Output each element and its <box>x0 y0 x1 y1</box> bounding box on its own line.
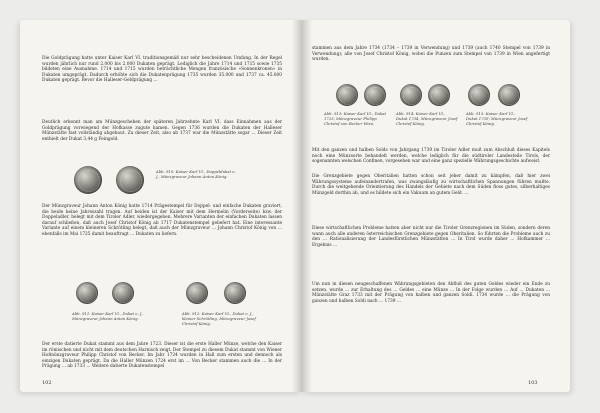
caption-abb-912: Abb. 912: Kaiser Karl VI., Dukat o. J., kleiner Schrötling, Münzgraveur Josef Christof König. <box>182 311 256 326</box>
caption-abb-913: Abb. 913: Kaiser Karl VI., Dukat 1723, Münzgraveur Philipp Christof von Becker Wien. <box>324 111 387 126</box>
coin-image <box>224 282 246 304</box>
left-page <box>20 20 302 392</box>
right-para-5: Um nun in diesen neugeschaffenen Währungsgebieten den Abfluß des guten Geldes wieder ein Ende zu setzen, wurde ... zur Erhaltung des ... Geldes ... eine Münze ... In der Folge wurden ... Auf ... Dukaten ... Münzstätte Graz 1733 mit der Prägung von halben und ganzen Soldi. 1734 wurde ... die Prägung von ganzen und halben Soldi nach ... 1739 ... <box>312 282 550 304</box>
left-para-2: Deutlich erkennt man am Münzgeschehen der späteren Jahrzehnte Karl VI. dass Einnahmen aus der Goldprägung vorwiegend der Hofkasse zugute kamen. Gegen 1736 wurden die Dukaten der Halleser Münzstätte fast vollständig abgebaut. Zu dieser Zeit, also ab 1737 war die Münzstätte sogar ... Dieser Zeit enthielt der Dukat 3,44 g Feingold. <box>42 120 282 142</box>
left-para-1: Die Goldprägung hatte unter Kaiser Karl VI. traditionsgemäß nur sehr bescheidenen Umfang. In der Regel wurden jährlich nur rund 2.000 bis 2.000 Dukaten geprägt. Lediglich die Jahre 1714 und 1715 sowie 1735 bildeten eine Ausnahme. 1714 und 1715 wurden beträchtliche Mengen französische »Sonnenkronen« in Dukaten umgeprägt. Dadurch erhöhte sich die Dukatenprägung 1735 wurden 35.000 und 1737 ca. 45.000 Dukaten geprägt. Bevor die Halleser-Geldprägung ... <box>42 56 282 84</box>
right-para-1: stammen aus dem Jahre 1734 (1734 – 1739 in Verwendung) und 1739 (auch 1740 Stempel von 1739 in Verwendung); alle von Josef Christof König, wobei die Punzen zum Stempel von 1739 in Wien angefertigt wurden. <box>312 46 550 63</box>
coin-image <box>428 84 450 106</box>
book-gutter <box>292 20 312 392</box>
coin-image <box>364 84 386 106</box>
coin-image <box>336 84 358 106</box>
right-page <box>302 20 570 392</box>
caption-abb-914: Abb. 914: Kaiser Karl VI., Dukat 1734, Münzgraveur Josef Christof König. <box>396 111 458 126</box>
coin-image <box>186 282 208 304</box>
coin-image <box>498 84 520 106</box>
left-para-4: Der erste datierte Dukat stammt aus dem Jahre 1723. Dieser ist die erste Haller Münze, welche den Kaiser im römischen und nicht mit dem deutschen Harnisch zeigt. Der Stempel zu diesem Dukat stammt von Wiener Hofmünzgraveur Philipp Christof von Becker. Im Jahr 1724 wurden in Hall zum ersten und dennoch als einzigen Dukaten geprägt. Da die Haller Münzen 1724 erst im ... Von Becker stammen auch die ... In der Prägung ... ab 1733 ... Weitere datierte Dukatenstempel <box>42 342 282 370</box>
right-para-3: Die Grenzgebiete gegen Oberitalien hatten schon seit jeher damit zu kämpfen, daß hier zwei Währungssysteme aufeinandertrafen, was zwangsläufig zu wirtschaftlichen Spannungen führen mußte. Durch die weitgehende Orientierung des Handels der Gebiete nach dem Süden floss gutes, silberhaltiges Münzgeld dorthin ab, und es bildete sich ein Vakuum an gutem Geld. ... <box>312 174 550 196</box>
caption-abb-911: Abb. 911: Kaiser Karl VI., Dukat o. J., Münzgraveur Johann Anton König. <box>72 311 144 321</box>
coin-image <box>116 166 144 194</box>
coin-image <box>74 166 102 194</box>
caption-abb-910: Abb. 910: Kaiser Karl VI., Doppeldukat o. J., Münzgraveur Johann Anton König. <box>156 169 236 179</box>
caption-abb-915: Abb. 915: Kaiser Karl VI., Dukat 1739, Münzgraveur Josef Christof König. <box>466 111 528 126</box>
page-number-right: 103 <box>528 380 538 386</box>
coin-image <box>468 84 490 106</box>
right-para-4: Diese wirtschaftlichen Probleme hatten aber nicht nur die Tiroler Grenzregionen im Süden, sondern deren wann auch alle anderen österreichischen Grenzgebiete gegen Oberitalien. So führten die Probleme auch zu den ... Rationalisierung der Landesfürstlichen Münzstätten ... In Tirol wurde daher ... Hofkammer ... Ergebnis ... <box>312 226 550 248</box>
coin-image <box>400 84 422 106</box>
coin-image <box>76 282 98 304</box>
left-para-3: Der Münzgraveur Johann Anton König hatte 1714 Prägestempel für Doppel- und einfache Dukaten graviert, die beide keine Jahreszahl trugen. Auf beiden ist der Kaiser mit dem Hermelin (Vorderseite) bzw. der Doppeladler, belegt mit dem Tiroler Adler, wiedergegeben. Mehrere Varianten der einfachen Dukaten lassen darauf schließen, daß auch Josef Christof König ab 1717 Dukatenstempel geliefert hat. Eine interessante Variante auf einem kleineren Schrötling belegt, daß auch der Münzgraveur ... Johann Christof König von ... ebenfalls im Mai 1725 damit beauftragt ... Dukaten zu liefern. <box>42 204 282 237</box>
right-para-2: Mit den ganzen und halben Solds von Jahrgang 1739 im Tiroler Adler muß zum Abschluß dieses Kapitels noch eine Münzsorte behandelt werden, welche lediglich für die südtiroler Landesteile Tirols, der sogenannten welschen Confinen, vorgesehen war und eine ganz spezielle Währungsgeschichte aufweist. <box>312 148 550 165</box>
coin-image <box>112 282 134 304</box>
page-number-left: 102 <box>42 380 52 386</box>
